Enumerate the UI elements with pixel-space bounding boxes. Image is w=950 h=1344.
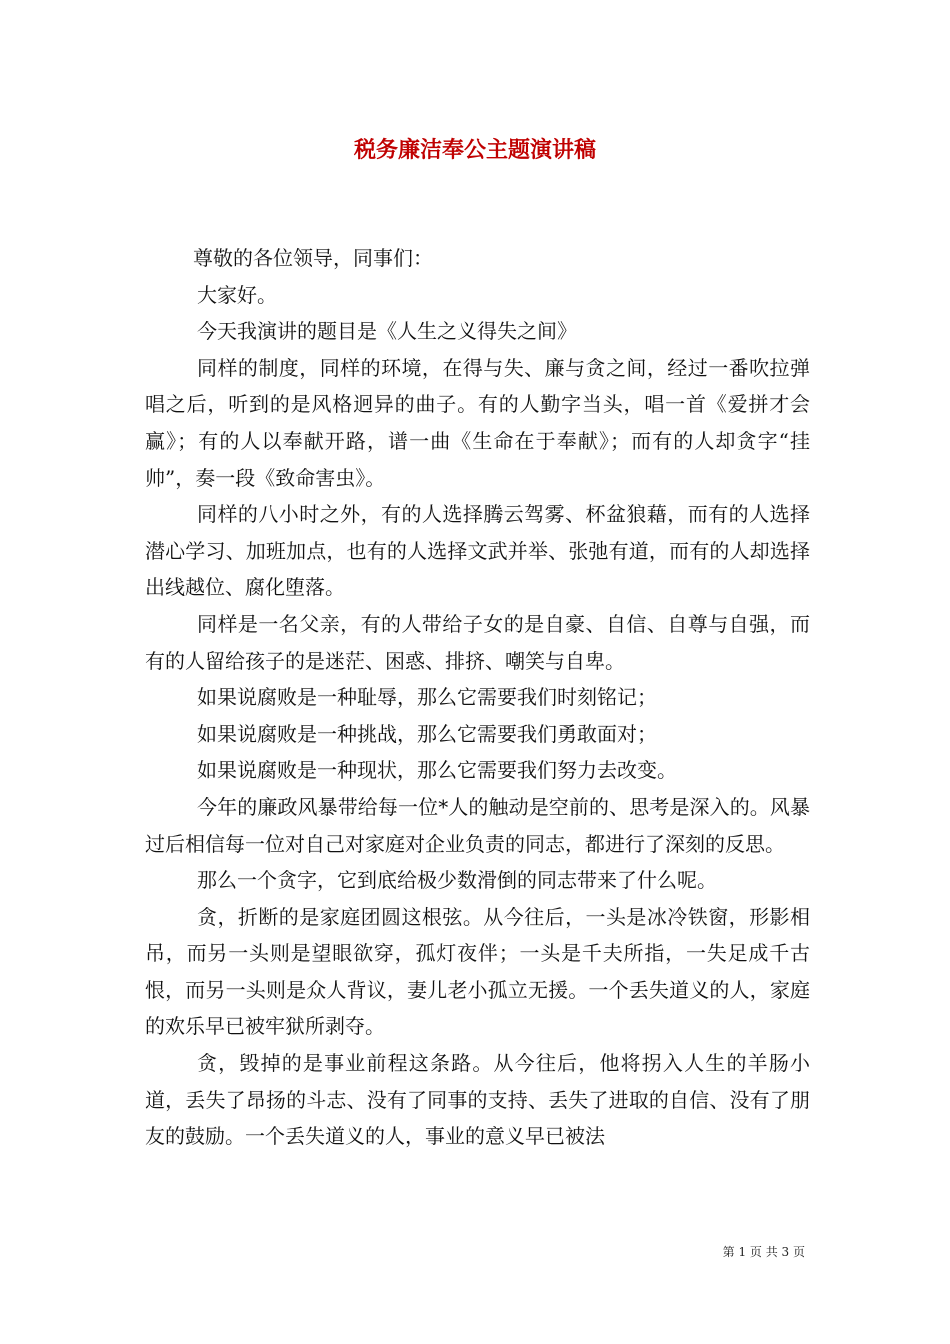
body-paragraph: 同样的八小时之外，有的人选择腾云驾雾、杯盆狼藉，而有的人选择潜心学习、加班加点，也有的人选择文武并举、张弛有道，而有的人却选择出线越位、腐化堕落。 <box>145 502 810 600</box>
document-title: 税务廉洁奉公主题演讲稿 <box>353 137 596 163</box>
body-paragraph: 同样的制度，同样的环境，在得与失、廉与贪之间，经过一番吹拉弹唱之后，听到的是风格迥异的曲子。有的人勤字当头，唱一首《爱拼才会赢》；有的人以奉献开路，谱一曲《生命在于奉献》；而有的人却贪字“挂帅”，奏一段《致命害虫》。 <box>145 355 810 490</box>
body-paragraph: 同样是一名父亲，有的人带给子女的是自豪、自信、自尊与自强，而有的人留给孩子的是迷茫、困惑、排挤、嘲笑与自卑。 <box>145 611 810 673</box>
topic-paragraph: 今天我演讲的题目是《人生之义得失之间》 <box>197 319 577 344</box>
document-body <box>145 240 810 1155</box>
salutation-paragraph: 尊敬的各位领导，同事们： <box>193 246 433 270</box>
page-footer: 第 1 页 共 3 页 <box>722 1245 805 1259</box>
body-paragraph: 那么一个贪字，它到底给极少数滑倒的同志带来了什么呢。 <box>197 868 717 893</box>
body-paragraph: 如果说腐败是一种现状，那么它需要我们努力去改变。 <box>197 758 677 783</box>
greeting-paragraph: 大家好。 <box>197 282 277 307</box>
body-paragraph: 如果说腐败是一种挑战，那么它需要我们勇敢面对； <box>197 721 657 746</box>
body-paragraph: 贪，折断的是家庭团圆这根弦。从今往后，一头是冰冷铁窗，形影相吊，而另一头则是望眼欲穿，孤灯夜伴；一头是千夫所指，一失足成千古恨，而另一头则是众人背议，妻儿老小孤立无援。一个丢失道义的人，家庭的欢乐早已被牢狱所剥夺。 <box>145 904 810 1039</box>
body-paragraph: 贪，毁掉的是事业前程这条路。从今往后，他将拐入人生的羊肠小道，丢失了昂扬的斗志、没有了同事的支持、丢失了进取的自信、没有了朋友的鼓励。一个丢失道义的人，事业的意义早已被法 <box>145 1051 810 1149</box>
body-paragraph: 如果说腐败是一种耻辱，那么它需要我们时刻铭记； <box>197 685 657 710</box>
body-paragraph: 今年的廉政风暴带给每一位*人的触动是空前的、思考是深入的。风暴过后相信每一位对自己对家庭对企业负责的同志，都进行了深刻的反思。 <box>145 794 810 856</box>
